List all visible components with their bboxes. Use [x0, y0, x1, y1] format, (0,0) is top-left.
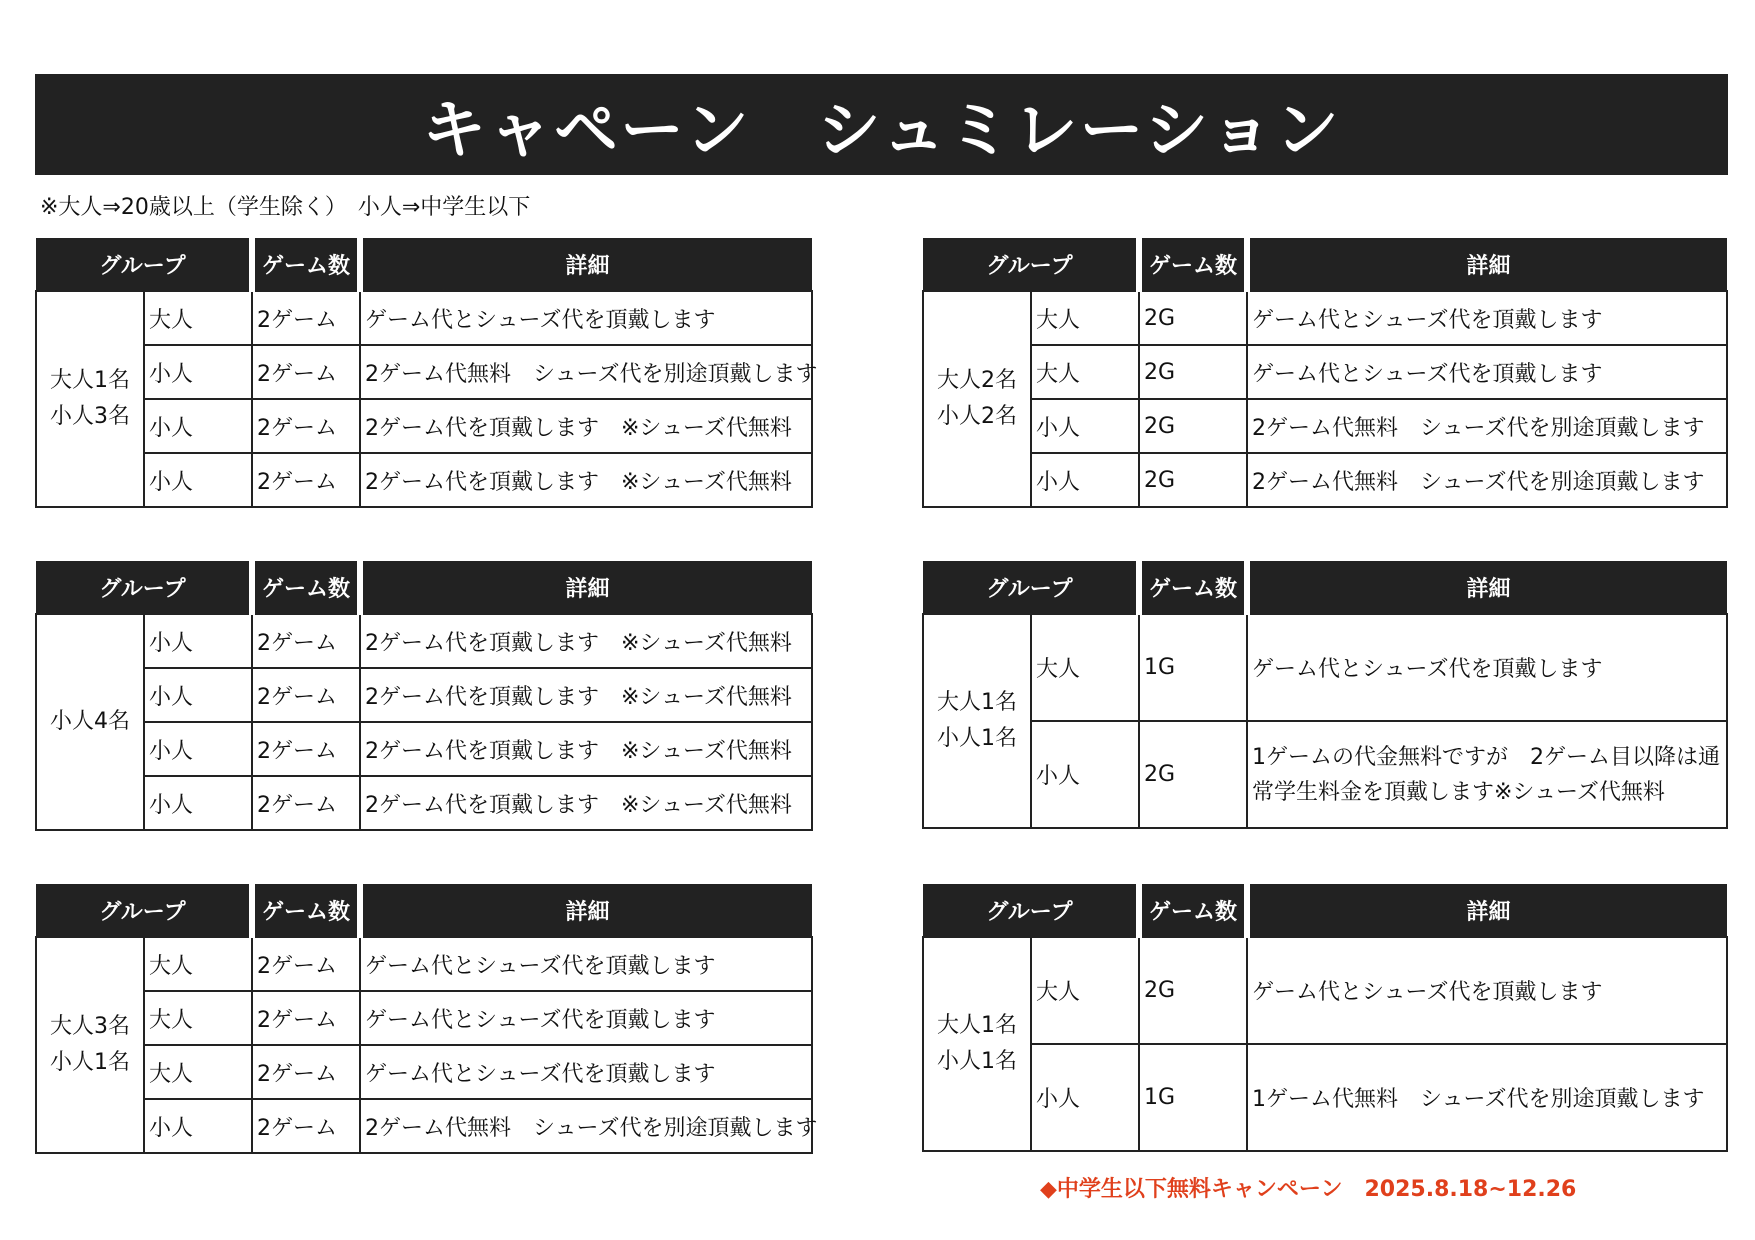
detail-cell: ゲーム代とシューズ代を頂戴します [360, 1045, 812, 1099]
header-games: ゲーム数 [1139, 561, 1247, 614]
table-row [36, 614, 812, 668]
header-group: グループ [36, 238, 252, 291]
header-group: グループ [36, 884, 252, 937]
table-row [36, 722, 812, 776]
detail-cell: 2ゲーム代無料 シューズ代を別途頂戴します [360, 1099, 812, 1153]
header-games: ゲーム数 [252, 238, 360, 291]
member-cell: 小人 [1031, 453, 1139, 507]
detail-cell: 2ゲーム代を頂戴します ※シューズ代無料 [360, 668, 812, 722]
games-cell: 2ゲーム [252, 1045, 360, 1099]
group-line: 小人2名 [937, 404, 1017, 429]
header-detail: 詳細 [1247, 561, 1727, 614]
page-title: キャペーン シュミレーション [35, 74, 1728, 175]
member-cell: 小人 [144, 722, 252, 776]
member-cell: 小人 [144, 399, 252, 453]
games-cell: 2ゲーム [252, 668, 360, 722]
member-cell: 大人 [144, 937, 252, 991]
table-row [36, 776, 812, 830]
group-line: 大人1名 [50, 368, 130, 393]
header-group: グループ [923, 561, 1139, 614]
detail-cell: 1ゲーム代無料 シューズ代を別途頂戴します [1247, 1044, 1727, 1151]
group-cell [923, 614, 1031, 828]
simulation-table-adult2-child2 [922, 238, 1728, 508]
header-group: グループ [923, 238, 1139, 291]
detail-cell: ゲーム代とシューズ代を頂戴します [1247, 345, 1727, 399]
member-cell: 小人 [144, 453, 252, 507]
detail-cell: 2ゲーム代を頂戴します ※シューズ代無料 [360, 453, 812, 507]
games-cell: 1G [1139, 1044, 1247, 1151]
simulation-table-child4 [35, 561, 813, 831]
member-cell: 小人 [1031, 399, 1139, 453]
table-row [36, 399, 812, 453]
member-cell: 小人 [144, 776, 252, 830]
table-row [36, 345, 812, 399]
member-cell: 小人 [144, 614, 252, 668]
header-detail: 詳細 [1247, 238, 1727, 291]
table-row [36, 991, 812, 1045]
games-cell: 1G [1139, 614, 1247, 721]
header-group: グループ [923, 884, 1139, 937]
table-row [923, 399, 1727, 453]
table-row [36, 668, 812, 722]
detail-cell: 2ゲーム代無料 シューズ代を別途頂戴します [1247, 453, 1727, 507]
table-row [923, 1044, 1727, 1151]
detail-cell: 2ゲーム代を頂戴します ※シューズ代無料 [360, 399, 812, 453]
table-row [36, 453, 812, 507]
group-line: 小人1名 [50, 1050, 130, 1075]
table-row [36, 937, 812, 991]
group-line: 大人2名 [937, 368, 1017, 393]
table-row [36, 291, 812, 345]
detail-cell: 2ゲーム代を頂戴します ※シューズ代無料 [360, 614, 812, 668]
header-games: ゲーム数 [1139, 884, 1247, 937]
games-cell: 2ゲーム [252, 399, 360, 453]
table-row [923, 453, 1727, 507]
games-cell: 2G [1139, 399, 1247, 453]
games-cell: 2G [1139, 345, 1247, 399]
simulation-table-adult3-child1 [35, 884, 818, 1154]
games-cell: 2G [1139, 937, 1247, 1044]
group-cell [36, 937, 144, 1153]
detail-cell: ゲーム代とシューズ代を頂戴します [360, 991, 812, 1045]
group-line: 小人1名 [937, 1049, 1017, 1074]
header-games: ゲーム数 [252, 884, 360, 937]
detail-cell: ゲーム代とシューズ代を頂戴します [1247, 614, 1727, 721]
detail-cell: 2ゲーム代無料 シューズ代を別途頂戴します [360, 345, 812, 399]
detail-cell: 2ゲーム代を頂戴します ※シューズ代無料 [360, 722, 812, 776]
member-cell: 小人 [144, 345, 252, 399]
detail-cell: 2ゲーム代無料 シューズ代を別途頂戴します [1247, 399, 1727, 453]
member-cell: 小人 [1031, 1044, 1139, 1151]
group-cell [36, 291, 144, 507]
member-cell: 大人 [1031, 937, 1139, 1044]
games-cell: 2ゲーム [252, 453, 360, 507]
simulation-table-adult1-child3 [35, 238, 818, 508]
member-cell: 小人 [144, 668, 252, 722]
table-row [923, 721, 1727, 828]
games-cell: 2ゲーム [252, 1099, 360, 1153]
games-cell: 2ゲーム [252, 614, 360, 668]
group-line: 大人3名 [50, 1014, 130, 1039]
group-cell [923, 291, 1031, 507]
games-cell: 2ゲーム [252, 991, 360, 1045]
simulation-table-adult1-child1-a [922, 561, 1728, 829]
header-games: ゲーム数 [252, 561, 360, 614]
member-cell: 大人 [144, 991, 252, 1045]
group-cell [923, 937, 1031, 1151]
games-cell: 2ゲーム [252, 937, 360, 991]
table-row [923, 614, 1727, 721]
table-row [923, 291, 1727, 345]
header-detail: 詳細 [1247, 884, 1727, 937]
member-cell: 大人 [144, 1045, 252, 1099]
table-row [923, 937, 1727, 1044]
member-cell: 小人 [1031, 721, 1139, 828]
group-line: 小人4名 [50, 709, 130, 734]
games-cell: 2G [1139, 721, 1247, 828]
games-cell: 2G [1139, 291, 1247, 345]
games-cell: 2ゲーム [252, 345, 360, 399]
member-cell: 大人 [1031, 291, 1139, 345]
member-cell: 大人 [144, 291, 252, 345]
header-group: グループ [36, 561, 252, 614]
simulation-table-adult1-child1-b [922, 884, 1728, 1152]
detail-cell: 1ゲームの代金無料ですが 2ゲーム目以降は通常学生料金を頂戴します※シューズ代無料 [1247, 721, 1727, 828]
detail-cell: ゲーム代とシューズ代を頂戴します [1247, 937, 1727, 1044]
games-cell: 2ゲーム [252, 722, 360, 776]
group-line: 大人1名 [937, 1013, 1017, 1038]
table-row [923, 345, 1727, 399]
campaign-period-note: ◆中学生以下無料キャンペーン 2025.8.18~12.26 [1040, 1177, 1577, 1202]
detail-cell: ゲーム代とシューズ代を頂戴します [360, 291, 812, 345]
group-cell [36, 614, 144, 830]
table-row [36, 1099, 812, 1153]
games-cell: 2ゲーム [252, 291, 360, 345]
member-cell: 小人 [144, 1099, 252, 1153]
header-games: ゲーム数 [1139, 238, 1247, 291]
detail-cell: ゲーム代とシューズ代を頂戴します [1247, 291, 1727, 345]
group-line: 大人1名 [937, 690, 1017, 715]
table-row [36, 1045, 812, 1099]
header-detail: 詳細 [360, 561, 812, 614]
detail-cell: ゲーム代とシューズ代を頂戴します [360, 937, 812, 991]
age-definition-note: ※大人⇒20歳以上（学生除く） 小人⇒中学生以下 [40, 195, 531, 220]
member-cell: 大人 [1031, 614, 1139, 721]
member-cell: 大人 [1031, 345, 1139, 399]
group-line: 小人3名 [50, 404, 130, 429]
games-cell: 2G [1139, 453, 1247, 507]
games-cell: 2ゲーム [252, 776, 360, 830]
header-detail: 詳細 [360, 238, 812, 291]
group-line: 小人1名 [937, 726, 1017, 751]
header-detail: 詳細 [360, 884, 812, 937]
detail-cell: 2ゲーム代を頂戴します ※シューズ代無料 [360, 776, 812, 830]
